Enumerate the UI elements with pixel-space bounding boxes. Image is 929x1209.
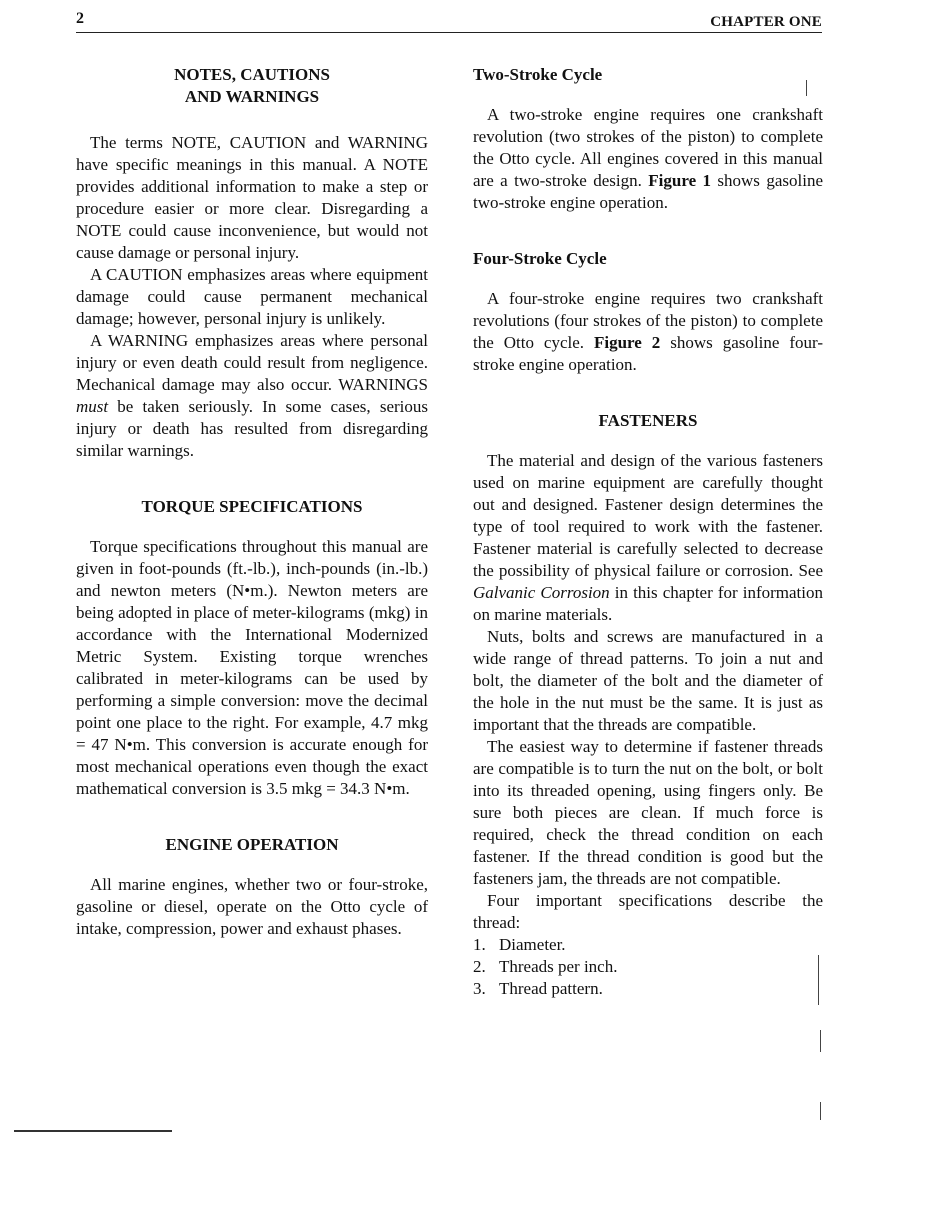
four-stroke-text-b: shows gasoline four-stroke engine operation. — [473, 333, 823, 374]
warning-text-a: A WARNING emphasizes areas where personal injury or even death could result from negligence. Mechanical damage may also occur. WARNINGS — [76, 331, 428, 394]
scan-artifact-vertical-mark — [818, 955, 819, 1005]
notes-paragraph-note: The terms NOTE, CAUTION and WARNING have specific meanings in this manual. A NOTE provides additional information to make a step or procedure easier or more clear. Disregarding a NOTE could cause inconvenience, but would not cause damage or personal injury. — [76, 133, 428, 262]
fasteners-text-a: The material and design of the various fasteners used on marine equipment are carefully thought out and designed. Fastener design determines the type of tool required to work with the fastener. Fastener material is carefully selected to decrease the possibility of physical failure or corrosion. See — [473, 451, 823, 580]
four-stroke-paragraph — [473, 288, 823, 376]
figure-1-reference: Figure 1 — [648, 171, 712, 190]
fasteners-paragraph-compatibility: The easiest way to determine if fastener threads are compatible is to turn the nut on the bolt, or bolt into its threaded opening, using fingers only. Be sure both pieces are clean. If much force is required, check the thread condition on each fastener. If the thread condition is good but the fasteners jam, the threads are not compatible. — [473, 737, 823, 888]
list-item-text: Threads per inch. — [499, 957, 618, 976]
scan-artifact-bottom-line — [14, 1130, 172, 1132]
notes-heading — [76, 64, 428, 108]
warning-emphasis: must — [76, 397, 109, 416]
engine-operation-paragraph: All marine engines, whether two or four-stroke, gasoline or diesel, operate on the Otto cycle of intake, compression, power and exhaust phases. — [76, 875, 428, 938]
two-stroke-text-b: shows gasoline two-stroke engine operation. — [473, 171, 823, 212]
notes-paragraph-warning — [76, 330, 428, 462]
two-stroke-paragraph — [473, 104, 823, 214]
list-item — [473, 978, 823, 1000]
page-header — [76, 10, 822, 33]
warning-text-b: be taken seriously. In some cases, serious injury or death has resulted from disregarding similar warnings. — [76, 397, 428, 460]
thread-spec-list — [473, 934, 823, 1000]
notes-heading-line2: AND WARNINGS — [184, 87, 320, 106]
fasteners-text-b: in this chapter for information on marine materials. — [473, 583, 824, 624]
figure-2-reference: Figure 2 — [593, 333, 661, 352]
fasteners-paragraph-threads: Nuts, bolts and screws are manufactured in a wide range of thread patterns. To join a nut and bolt, the diameter of the bolt and the diameter of the hole in the nut must be the same. It is just as important that the threads are compatible. — [473, 627, 823, 734]
list-item — [473, 956, 823, 978]
list-item-text: Diameter. — [499, 935, 566, 954]
page-number: 2 — [76, 10, 84, 27]
left-column — [76, 64, 428, 940]
fasteners-paragraph-material — [473, 450, 823, 626]
scan-artifact-vertical-mark — [820, 1102, 821, 1120]
scan-artifact-vertical-mark — [820, 1030, 821, 1052]
four-stroke-text-a: A four-stroke engine requires two crankshaft revolutions (four strokes of the piston) to complete the Otto cycle. — [473, 289, 823, 352]
notes-heading-line1: NOTES, CAUTIONS — [174, 65, 330, 84]
four-stroke-heading: Four-Stroke Cycle — [473, 249, 607, 268]
engine-operation-heading: ENGINE OPERATION — [165, 835, 339, 854]
torque-heading: TORQUE SPECIFICATIONS — [141, 497, 363, 516]
right-column — [473, 64, 823, 1000]
list-item-number: 3. — [473, 979, 486, 998]
two-stroke-heading: Two-Stroke Cycle — [473, 65, 603, 84]
list-item-number: 2. — [473, 957, 486, 976]
fasteners-heading: FASTENERS — [598, 411, 698, 430]
list-item-number: 1. — [473, 935, 486, 954]
list-item — [473, 934, 823, 956]
torque-paragraph: Torque specifications throughout this manual are given in foot-pounds (ft.-lb.), inch-pounds (in.-lb.) and newton meters (N•m.). Newton meters are being adopted in place of meter-kilograms (mkg) in accordance with the International Modernized Metric System. Existing torque wrenches calibrated in meter-kilograms can be used by performing a simple conversion: move the decimal point one place to the right. For example, 4.7 mkg = 47 N•m. This conversion is accurate enough for most mechanical operations even though the exact mathematical conversion is 3.5 mkg = 34.3 N•m. — [76, 537, 428, 798]
notes-paragraph-caution: A CAUTION emphasizes areas where equipment damage could cause permanent mechanical damage; however, personal injury is unlikely. — [76, 265, 428, 328]
two-stroke-text-a: A two-stroke engine requires one crankshaft revolution (two strokes of the piston) to complete the Otto cycle. All engines covered in this manual are a two-stroke design. — [473, 105, 823, 190]
list-item-text: Thread pattern. — [499, 979, 603, 998]
fasteners-paragraph-specs: Four important specifications describe the thread: — [473, 891, 823, 932]
chapter-title: CHAPTER ONE — [710, 14, 822, 30]
scan-artifact-vertical-mark — [806, 80, 807, 96]
galvanic-corrosion-reference: Galvanic Corrosion — [473, 583, 610, 602]
